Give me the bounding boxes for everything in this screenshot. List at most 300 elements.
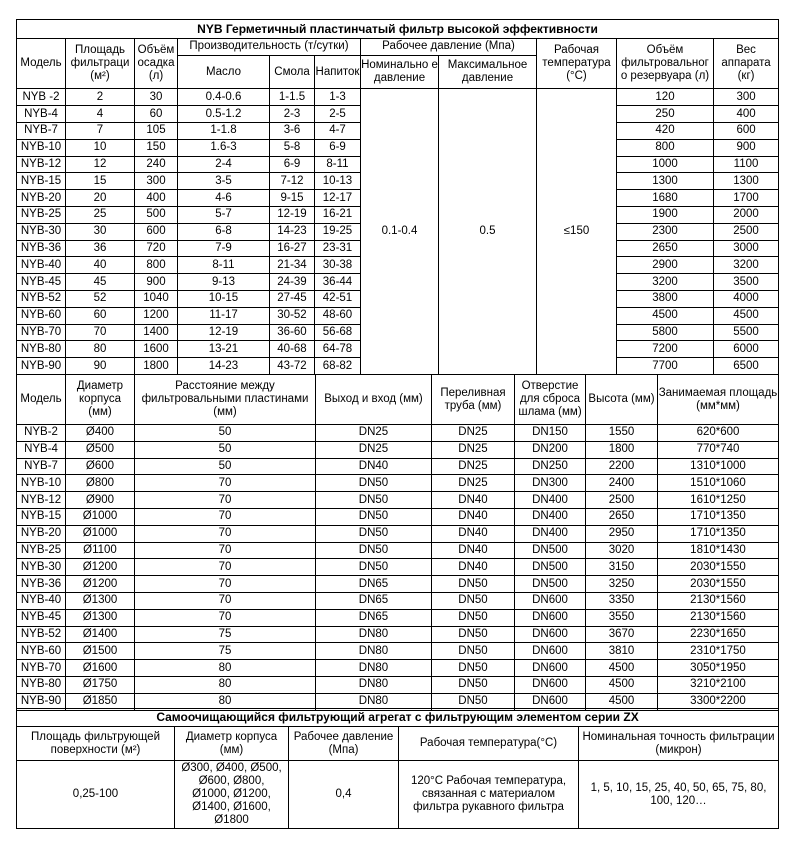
cell-model: NYB-52 [17,626,66,643]
cell-diameter: Ø1000 [66,508,135,525]
table-row [17,492,779,509]
cell-area: 25 [66,206,135,223]
cell-model: NYB-36 [17,240,66,257]
col-header-nominal-pressure: Номинально е давление [361,55,439,89]
cell-sludge-outlet: DN400 [515,492,586,509]
cell-plate-distance: 50 [135,458,316,475]
cell-drink: 36-44 [315,274,361,291]
cell-model: NYB-2 [17,425,66,442]
cell-model: NYB-20 [17,190,66,207]
cell-diameter: Ø600 [66,458,135,475]
cell-area: 12 [66,156,135,173]
col-header-area: Площадь фильтрующей поверхности (м²) [17,727,175,761]
table-row [17,475,779,492]
cell-oil: 1.6-3 [178,139,270,156]
cell-inlet-outlet: DN50 [316,559,432,576]
col-header-temperature: Рабочая температура (°C) [537,39,617,89]
cell-footprint: 1310*1000 [658,458,779,475]
cell-sediment: 1200 [135,307,178,324]
cell-resin: 2-3 [270,106,315,123]
cell-inlet-outlet: DN25 [316,425,432,442]
cell-sludge-outlet: DN200 [515,441,586,458]
table-row [17,441,779,458]
cell-oil: 12-19 [178,324,270,341]
filter-spec-table [16,19,779,375]
cell-overflow-pipe: DN40 [432,492,515,509]
col-header-productivity: Производительность (т/сутки) [178,39,361,56]
cell-oil: 11-17 [178,307,270,324]
cell-height: 3250 [586,576,658,593]
cell-footprint: 2030*1550 [658,576,779,593]
cell-drink: 56-68 [315,324,361,341]
cell-volume: 5800 [617,324,714,341]
cell-oil: 4-6 [178,190,270,207]
cell-model: NYB-60 [17,307,66,324]
cell-model: NYB-12 [17,492,66,509]
cell-inlet-outlet: DN65 [316,592,432,609]
col-header-area: Площадь фильтраци (м²) [66,39,135,89]
col-header-model: Модель [17,375,66,425]
col-header-pressure: Рабочее давление (Мпа) [289,727,399,761]
cell-overflow-pipe: DN25 [432,441,515,458]
cell-drink: 12-17 [315,190,361,207]
cell-temperature: 120°C Рабочая температура, связанная с материалом фильтра рукавного фильтра [399,761,579,829]
cell-area: 7 [66,122,135,139]
cell-weight: 5500 [714,324,779,341]
cell-volume: 1900 [617,206,714,223]
cell-volume: 3200 [617,274,714,291]
cell-inlet-outlet: DN25 [316,441,432,458]
table-row [17,89,779,106]
col-header-weight: Вес аппарата (кг) [714,39,779,89]
cell-footprint: 2130*1560 [658,592,779,609]
cell-volume: 2650 [617,240,714,257]
cell-overflow-pipe: DN40 [432,542,515,559]
cell-oil: 9-13 [178,274,270,291]
cell-plate-distance: 70 [135,475,316,492]
cell-height: 2200 [586,458,658,475]
cell-plate-distance: 80 [135,660,316,677]
cell-model: NYB-25 [17,206,66,223]
cell-diameter: Ø1100 [66,542,135,559]
cell-weight: 2500 [714,223,779,240]
cell-overflow-pipe: DN25 [432,458,515,475]
cell-plate-distance: 70 [135,576,316,593]
cell-overflow-pipe: DN50 [432,576,515,593]
cell-model: NYB-7 [17,458,66,475]
cell-sediment: 1040 [135,290,178,307]
col-header-inlet-outlet: Выход и вход (мм) [316,375,432,425]
cell-resin: 36-60 [270,324,315,341]
cell-drink: 8-11 [315,156,361,173]
table-row [17,508,779,525]
cell-resin: 21-34 [270,257,315,274]
cell-area: 4 [66,106,135,123]
cell-inlet-outlet: DN80 [316,693,432,710]
cell-resin: 7-12 [270,173,315,190]
cell-model: NYB-10 [17,139,66,156]
cell-oil: 3-5 [178,173,270,190]
cell-height: 1550 [586,425,658,442]
table-row [17,660,779,677]
cell-sediment: 105 [135,122,178,139]
cell-model: NYB-20 [17,525,66,542]
cell-model: NYB-4 [17,106,66,123]
cell-model: NYB-15 [17,508,66,525]
table-title: Самоочищающийся фильтрующий агрегат с фильтрующим элементом серии ZX [17,709,779,727]
cell-sediment: 30 [135,89,178,106]
col-header-diameter: Диаметр корпуса (мм) [66,375,135,425]
table-row [17,609,779,626]
cell-diameter: Ø1500 [66,643,135,660]
cell-area: 30 [66,223,135,240]
cell-sludge-outlet: DN500 [515,576,586,593]
cell-model: NYB-90 [17,358,66,375]
cell-diameter: Ø400 [66,425,135,442]
cell-oil: 2-4 [178,156,270,173]
col-header-precision: Номинальная точность фильтрации (микрон) [579,727,779,761]
cell-diameter: Ø500 [66,441,135,458]
table-row [17,559,779,576]
cell-area: 2 [66,89,135,106]
cell-model: NYB-52 [17,290,66,307]
cell-drink: 4-7 [315,122,361,139]
cell-sludge-outlet: DN400 [515,525,586,542]
cell-sludge-outlet: DN600 [515,592,586,609]
cell-height: 3150 [586,559,658,576]
cell-drink: 16-21 [315,206,361,223]
cell-footprint: 2130*1560 [658,609,779,626]
cell-resin: 30-52 [270,307,315,324]
cell-sludge-outlet: DN500 [515,559,586,576]
cell-weight: 1700 [714,190,779,207]
cell-sludge-outlet: DN600 [515,609,586,626]
cell-volume: 3800 [617,290,714,307]
cell-model: NYB-12 [17,156,66,173]
cell-model: NYB-7 [17,122,66,139]
cell-resin: 27-45 [270,290,315,307]
cell-footprint: 770*740 [658,441,779,458]
cell-area: 52 [66,290,135,307]
cell-overflow-pipe: DN25 [432,475,515,492]
cell-model: NYB-80 [17,676,66,693]
col-header-drink: Напиток [315,55,361,89]
cell-model: NYB-80 [17,341,66,358]
cell-model: NYB-30 [17,559,66,576]
cell-weight: 4500 [714,307,779,324]
cell-volume: 420 [617,122,714,139]
cell-sediment: 1800 [135,358,178,375]
dimensions-table [16,374,779,711]
cell-resin: 3-6 [270,122,315,139]
cell-model: NYB-60 [17,643,66,660]
cell-resin: 12-19 [270,206,315,223]
col-header-resin: Смола [270,55,315,89]
cell-sediment: 1600 [135,341,178,358]
cell-footprint: 2310*1750 [658,643,779,660]
cell-resin: 5-8 [270,139,315,156]
cell-volume: 250 [617,106,714,123]
cell-overflow-pipe: DN50 [432,626,515,643]
cell-weight: 1100 [714,156,779,173]
cell-resin: 1-1.5 [270,89,315,106]
cell-diameter: Ø1200 [66,576,135,593]
cell-model: NYB-4 [17,441,66,458]
cell-model: NYB-40 [17,592,66,609]
cell-resin: 43-72 [270,358,315,375]
cell-plate-distance: 75 [135,626,316,643]
cell-weight: 4000 [714,290,779,307]
cell-model: NYB-45 [17,274,66,291]
cell-area: 60 [66,307,135,324]
cell-resin: 9-15 [270,190,315,207]
cell-inlet-outlet: DN50 [316,542,432,559]
cell-area: 10 [66,139,135,156]
cell-volume: 7200 [617,341,714,358]
cell-height: 4500 [586,676,658,693]
cell-weight: 6000 [714,341,779,358]
cell-height: 3670 [586,626,658,643]
cell-model: NYB-70 [17,660,66,677]
cell-inlet-outlet: DN50 [316,525,432,542]
cell-oil: 0.5-1.2 [178,106,270,123]
cell-overflow-pipe: DN40 [432,525,515,542]
cell-model: NYB-36 [17,576,66,593]
cell-footprint: 1810*1430 [658,542,779,559]
cell-area: 40 [66,257,135,274]
cell-footprint: 2030*1550 [658,559,779,576]
cell-sediment: 800 [135,257,178,274]
cell-sludge-outlet: DN600 [515,643,586,660]
cell-height: 2500 [586,492,658,509]
cell-height: 4500 [586,693,658,710]
cell-area: 36 [66,240,135,257]
cell-oil: 0.4-0.6 [178,89,270,106]
cell-footprint: 1610*1250 [658,492,779,509]
cell-diameter: Ø1300 [66,609,135,626]
cell-sediment: 60 [135,106,178,123]
cell-inlet-outlet: DN80 [316,626,432,643]
cell-oil: 6-8 [178,223,270,240]
cell-overflow-pipe: DN50 [432,660,515,677]
cell-model: NYB-40 [17,257,66,274]
cell-resin: 14-23 [270,223,315,240]
cell-drink: 23-31 [315,240,361,257]
cell-temp-merged: ≤150 [537,89,617,375]
cell-plate-distance: 80 [135,693,316,710]
cell-model: NYB -2 [17,89,66,106]
cell-sediment: 300 [135,173,178,190]
cell-sediment: 500 [135,206,178,223]
cell-sediment: 1400 [135,324,178,341]
cell-volume: 2300 [617,223,714,240]
cell-sludge-outlet: DN250 [515,458,586,475]
col-header-sludge-outlet: Отверстие для сброса шлама (мм) [515,375,586,425]
cell-inlet-outlet: DN65 [316,609,432,626]
table-row [17,425,779,442]
cell-area: 80 [66,341,135,358]
cell-drink: 2-5 [315,106,361,123]
cell-model: NYB-25 [17,542,66,559]
cell-model: NYB-15 [17,173,66,190]
zx-series-table [16,708,779,829]
cell-overflow-pipe: DN50 [432,609,515,626]
cell-inlet-outlet: DN65 [316,576,432,593]
cell-inlet-outlet: DN50 [316,492,432,509]
cell-diameter: Ø300, Ø400, Ø500, Ø600, Ø800, Ø1000, Ø1200, Ø1400, Ø1600, Ø1800 [175,761,289,829]
cell-area: 45 [66,274,135,291]
cell-weight: 6500 [714,358,779,375]
cell-diameter: Ø900 [66,492,135,509]
cell-sediment: 900 [135,274,178,291]
cell-sludge-outlet: DN500 [515,542,586,559]
cell-weight: 3000 [714,240,779,257]
cell-overflow-pipe: DN50 [432,592,515,609]
cell-oil: 14-23 [178,358,270,375]
col-header-sediment: Объём осадка (л) [135,39,178,89]
cell-inlet-outlet: DN80 [316,660,432,677]
cell-sediment: 150 [135,139,178,156]
cell-height: 3810 [586,643,658,660]
cell-overflow-pipe: DN25 [432,425,515,442]
col-header-diameter: Диаметр корпуса (мм) [175,727,289,761]
cell-drink: 1-3 [315,89,361,106]
cell-sediment: 720 [135,240,178,257]
cell-inlet-outlet: DN40 [316,458,432,475]
cell-weight: 400 [714,106,779,123]
cell-area: 20 [66,190,135,207]
cell-plate-distance: 70 [135,525,316,542]
cell-height: 4500 [586,660,658,677]
cell-volume: 4500 [617,307,714,324]
cell-oil: 13-21 [178,341,270,358]
cell-oil: 10-15 [178,290,270,307]
cell-area: 0,25-100 [17,761,175,829]
cell-oil: 7-9 [178,240,270,257]
cell-volume: 1680 [617,190,714,207]
cell-footprint: 3210*2100 [658,676,779,693]
cell-drink: 10-13 [315,173,361,190]
cell-diameter: Ø1000 [66,525,135,542]
cell-diameter: Ø1750 [66,676,135,693]
cell-drink: 6-9 [315,139,361,156]
cell-plate-distance: 75 [135,643,316,660]
cell-diameter: Ø1200 [66,559,135,576]
cell-plate-distance: 70 [135,559,316,576]
col-header-pressure: Рабочее давление (Мпа) [361,39,537,56]
cell-plate-distance: 70 [135,492,316,509]
cell-model: NYB-10 [17,475,66,492]
col-header-oil: Масло [178,55,270,89]
cell-diameter: Ø1600 [66,660,135,677]
cell-plate-distance: 50 [135,425,316,442]
table-row [17,542,779,559]
cell-sludge-outlet: DN600 [515,693,586,710]
cell-area: 70 [66,324,135,341]
cell-overflow-pipe: DN40 [432,559,515,576]
cell-inlet-outlet: DN80 [316,676,432,693]
cell-sediment: 600 [135,223,178,240]
cell-diameter: Ø1400 [66,626,135,643]
cell-nominal-merged: 0.1-0.4 [361,89,439,375]
cell-drink: 30-38 [315,257,361,274]
col-header-plate-distance: Расстояние между фильтровальными пластинами (мм) [135,375,316,425]
cell-plate-distance: 70 [135,609,316,626]
cell-oil: 5-7 [178,206,270,223]
cell-drink: 64-78 [315,341,361,358]
cell-height: 2950 [586,525,658,542]
cell-height: 3550 [586,609,658,626]
cell-height: 3350 [586,592,658,609]
cell-volume: 2900 [617,257,714,274]
cell-overflow-pipe: DN40 [432,508,515,525]
cell-max-merged: 0.5 [439,89,537,375]
cell-volume: 7700 [617,358,714,375]
cell-sediment: 240 [135,156,178,173]
cell-drink: 42-51 [315,290,361,307]
table-row [17,458,779,475]
cell-height: 3020 [586,542,658,559]
cell-sludge-outlet: DN600 [515,676,586,693]
cell-height: 1800 [586,441,658,458]
cell-weight: 900 [714,139,779,156]
cell-sludge-outlet: DN600 [515,626,586,643]
table-row [17,576,779,593]
col-header-overflow-pipe: Переливная труба (мм) [432,375,515,425]
cell-drink: 48-60 [315,307,361,324]
cell-precision: 1, 5, 10, 15, 25, 40, 50, 65, 75, 80, 100, 120… [579,761,779,829]
cell-plate-distance: 70 [135,542,316,559]
cell-sludge-outlet: DN600 [515,660,586,677]
cell-overflow-pipe: DN50 [432,676,515,693]
cell-area: 15 [66,173,135,190]
col-header-volume: Объём фильтровальног о резервуара (л) [617,39,714,89]
col-header-height: Высота (мм) [586,375,658,425]
col-header-footprint: Занимаемая площадь (мм*мм) [658,375,779,425]
cell-model: NYB-90 [17,693,66,710]
cell-drink: 19-25 [315,223,361,240]
col-header-model: Модель [17,39,66,89]
col-header-max-pressure: Максимальное давление [439,55,537,89]
cell-sludge-outlet: DN150 [515,425,586,442]
cell-weight: 3200 [714,257,779,274]
table-row [17,643,779,660]
cell-sediment: 400 [135,190,178,207]
cell-height: 2400 [586,475,658,492]
cell-oil: 8-11 [178,257,270,274]
cell-model: NYB-45 [17,609,66,626]
cell-weight: 300 [714,89,779,106]
cell-height: 2650 [586,508,658,525]
cell-inlet-outlet: DN80 [316,643,432,660]
cell-footprint: 620*600 [658,425,779,442]
cell-volume: 800 [617,139,714,156]
cell-diameter: Ø800 [66,475,135,492]
cell-diameter: Ø1850 [66,693,135,710]
cell-footprint: 2230*1650 [658,626,779,643]
cell-weight: 2000 [714,206,779,223]
cell-inlet-outlet: DN50 [316,475,432,492]
cell-footprint: 1710*1350 [658,525,779,542]
table-row [17,592,779,609]
cell-sludge-outlet: DN400 [515,508,586,525]
cell-footprint: 1510*1060 [658,475,779,492]
cell-plate-distance: 70 [135,508,316,525]
cell-model: NYB-70 [17,324,66,341]
cell-oil: 1-1.8 [178,122,270,139]
cell-resin: 6-9 [270,156,315,173]
cell-volume: 1300 [617,173,714,190]
